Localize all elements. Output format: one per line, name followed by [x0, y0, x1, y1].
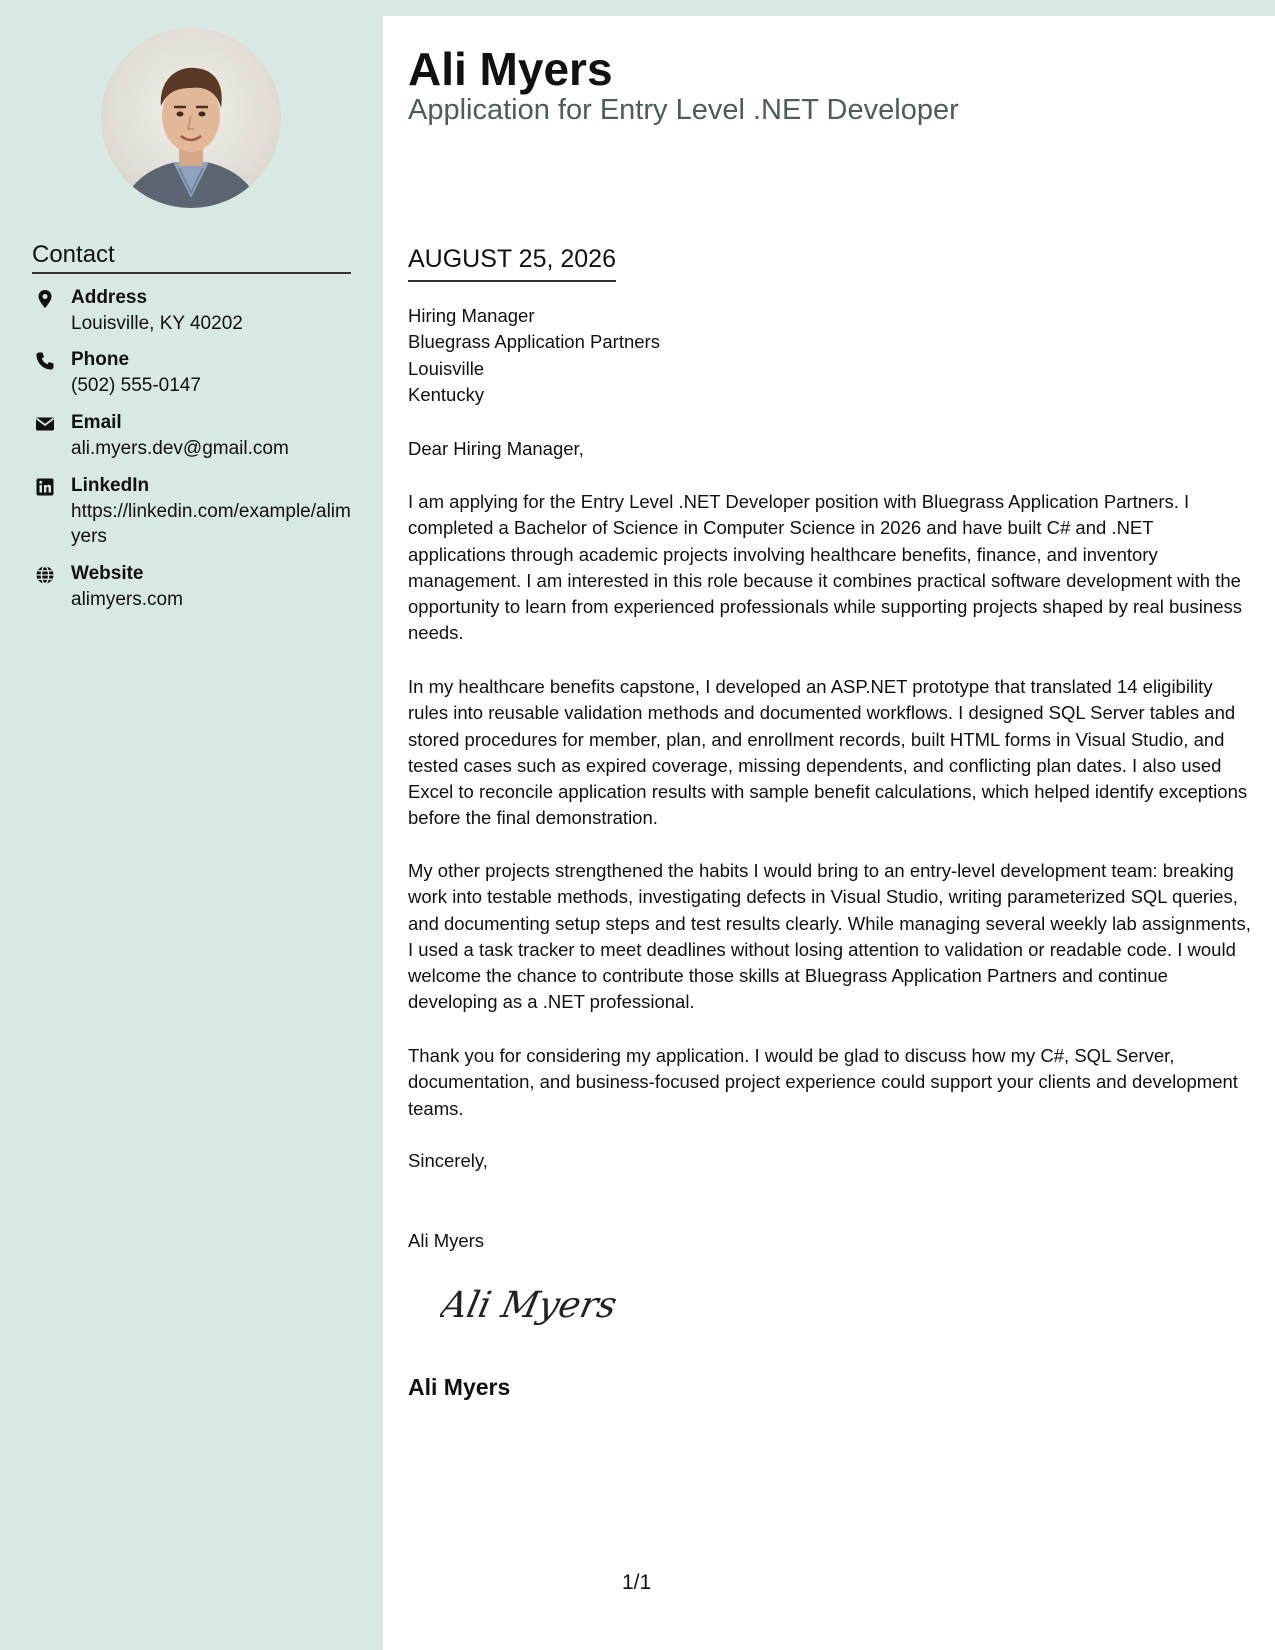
body-paragraph: I am applying for the Entry Level .NET Developer position with Bluegrass Application Partners. I completed a Bachelor of Science in Computer Science in 2026 and have built C# and .NET applications through academic projects involving healthcare benefits, finance, and inventory management. I am interested in this role because it combines practical software development with the opportunity to learn from experienced professionals while supporting projects shaped by real business needs.	[408, 491, 1242, 644]
recipient-line: Louisville	[408, 357, 485, 379]
body-paragraph: Thank you for considering my application. I would be glad to discuss how my C#, SQL Server, documentation, and business-focused project experience could support your clients and development teams.	[408, 1045, 1238, 1119]
globe-icon	[35, 565, 55, 585]
phone-icon	[35, 351, 55, 371]
contact-heading: Contact	[32, 240, 351, 274]
body-paragraph: My other projects strengthened the habits I would bring to an entry-level development team: breaking work into testable methods, investigating defects in Visual Studio, writing parameterized SQL queries, and documenting setup steps and test results clearly. While managing several weekly lab assignments, I used a task tracker to meet deadlines without losing attention to validation or readable code. I would welcome the chance to contribute those skills at Bluegrass Application Partners and continue developing as a .NET professional.	[408, 860, 1251, 1013]
handwritten-signature	[440, 1275, 640, 1335]
contact-value: alimyers.com	[71, 589, 183, 610]
contact-label: LinkedIn	[71, 475, 150, 496]
contact-label: Phone	[71, 349, 130, 370]
map-pin-icon	[35, 289, 55, 309]
contact-value: ali.myers.dev@gmail.com	[71, 438, 289, 459]
salutation: Dear Hiring Manager,	[408, 438, 584, 459]
body-paragraph: In my healthcare benefits capstone, I developed an ASP.NET prototype that translated 14 eligibility rules into reusable validation methods and documented workflows. I designed SQL Server tables and stored procedures for member, plan, and enrollment records, built HTML forms in Visual Studio, and tested cases such as expired coverage, missing dependents, and conflicting plan dates. I also used Excel to reconcile application results with sample benefit calculations, which helped identify exceptions before the final demonstration.	[408, 676, 1248, 829]
recipient-line: Kentucky	[408, 383, 485, 405]
contact-label: Address	[71, 287, 148, 308]
closing: Sincerely,	[408, 1150, 488, 1171]
footer-name: Ali Myers	[408, 1374, 511, 1400]
typed-name: Ali Myers	[408, 1230, 485, 1251]
svg-text:Ali Myers: Ali Myers	[440, 1283, 621, 1326]
recipient-line: Hiring Manager	[408, 305, 535, 326]
profile-photo	[101, 28, 281, 208]
application-subtitle: Application for Entry Level .NET Developer	[408, 94, 959, 126]
contact-value: Louisville, KY 40202	[71, 313, 243, 334]
recipient-block	[408, 303, 1253, 408]
contact-value: https://linkedin.com/example/alimyers	[71, 501, 351, 547]
envelope-icon	[35, 414, 55, 434]
linkedin-icon	[35, 477, 55, 497]
recipient-line: Bluegrass Application Partners	[408, 331, 660, 353]
contact-label: Website	[71, 563, 144, 584]
contact-label: Email	[71, 412, 122, 433]
letter-date: AUGUST 25, 2026	[408, 242, 616, 282]
page-number: 1/1	[622, 1571, 652, 1594]
contact-value: (502) 555-0147	[71, 375, 201, 396]
applicant-name: Ali Myers	[408, 43, 613, 95]
